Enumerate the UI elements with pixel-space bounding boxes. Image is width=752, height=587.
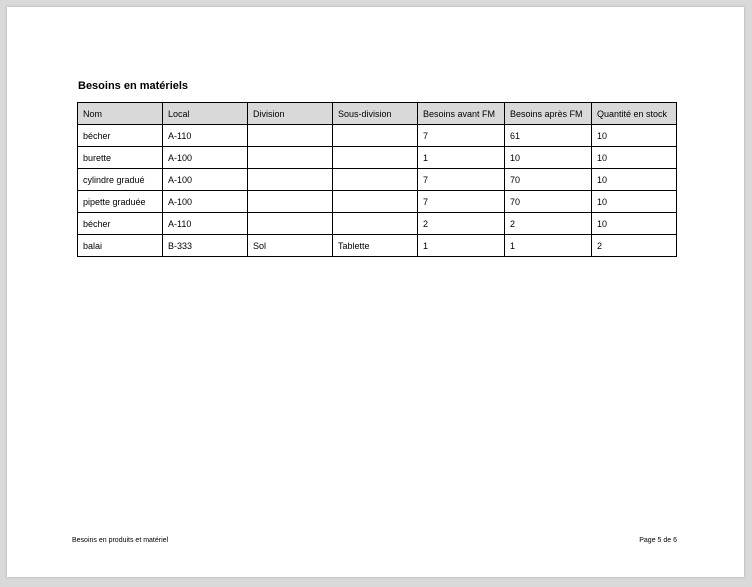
table-cell [333,169,418,191]
header-cell-besoins-avant: Besoins avant FM [418,103,505,125]
table-cell: cylindre gradué [78,169,163,191]
table-cell: 1 [418,235,505,257]
table-cell: pipette graduée [78,191,163,213]
header-cell-sous-division: Sous-division [333,103,418,125]
document-page [7,7,744,577]
table-cell: 2 [592,235,677,257]
header-row [78,103,677,125]
header-cell-local: Local [163,103,248,125]
table-cell: 70 [505,191,592,213]
table-cell [248,213,333,235]
table-cell: burette [78,147,163,169]
table-cell: 61 [505,125,592,147]
table-row [78,125,677,147]
materials-table [77,102,677,257]
footer-document-title: Besoins en produits et matériel [72,537,169,544]
table-cell: 10 [592,125,677,147]
table-cell: 10 [592,147,677,169]
table-cell: 1 [505,235,592,257]
table-body [78,125,677,257]
table-cell: A-110 [163,213,248,235]
table-cell [248,125,333,147]
table-cell [333,191,418,213]
table-cell: Sol [248,235,333,257]
table-row [78,191,677,213]
table-cell: A-100 [163,191,248,213]
table-cell: 7 [418,169,505,191]
table-header [78,103,677,125]
table-row [78,147,677,169]
header-cell-nom: Nom [78,103,163,125]
table-cell: B-333 [163,235,248,257]
section-title: Besoins en matériels [78,80,189,92]
table-cell [333,125,418,147]
header-cell-besoins-apres: Besoins après FM [505,103,592,125]
table-cell: 10 [592,213,677,235]
table-cell: A-100 [163,147,248,169]
table-cell: A-100 [163,169,248,191]
table-cell: A-110 [163,125,248,147]
table-cell [333,213,418,235]
table-cell [248,147,333,169]
table-cell: 10 [505,147,592,169]
table-cell: 7 [418,125,505,147]
table-cell: Tablette [333,235,418,257]
footer-page-number: Page 5 de 6 [639,537,677,544]
table-cell: 10 [592,169,677,191]
table-cell: 10 [592,191,677,213]
table-cell [248,169,333,191]
table-cell: bécher [78,125,163,147]
header-cell-division: Division [248,103,333,125]
table-cell: 2 [418,213,505,235]
table-cell [333,147,418,169]
table-row [78,235,677,257]
table-cell [248,191,333,213]
table-cell: 2 [505,213,592,235]
table-cell: 70 [505,169,592,191]
header-cell-quantite-stock: Quantité en stock [592,103,677,125]
table-row [78,213,677,235]
table-row [78,169,677,191]
table-cell: balai [78,235,163,257]
table-cell: 7 [418,191,505,213]
table-cell: 1 [418,147,505,169]
table-cell: bécher [78,213,163,235]
